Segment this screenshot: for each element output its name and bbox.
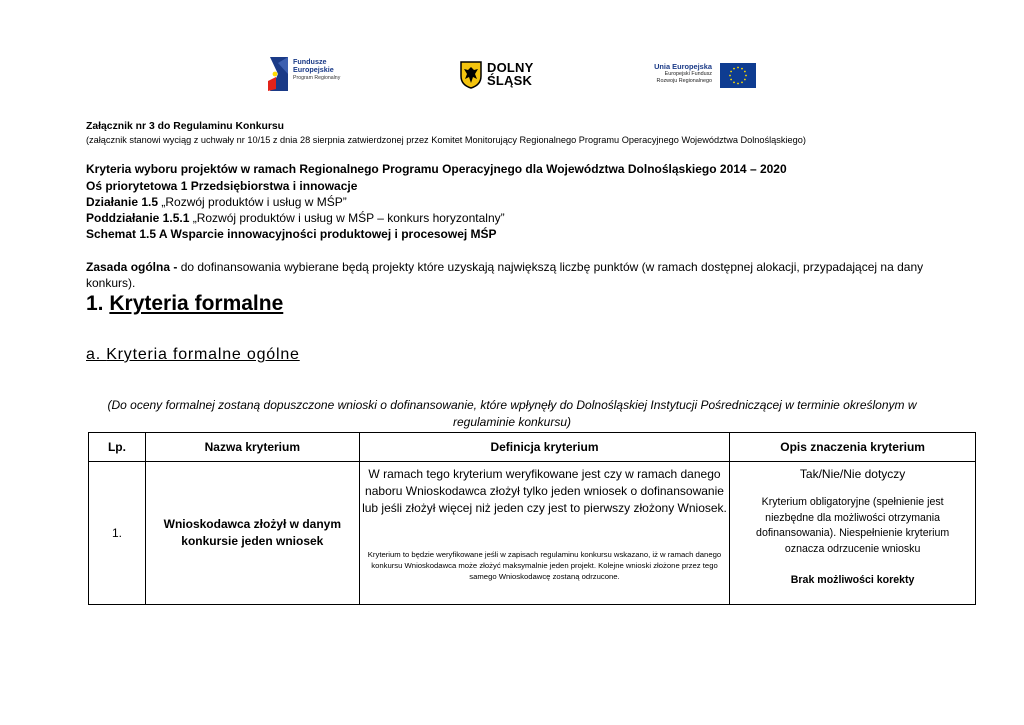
- header-definition: Definicja kryterium: [359, 433, 730, 462]
- fe-line2: Europejskie: [293, 65, 334, 74]
- subaction-text: „Rozwój produktów i usług w MŚP – konkurs horyzontalny”: [189, 211, 505, 225]
- document-title: Kryteria wyboru projektów w ramach Regionalnego Programu Operacyjnego dla Województwa Dolnośląskiego 2014 – 2020: [86, 162, 787, 176]
- correction-text: Brak możliwości korekty: [790, 574, 915, 586]
- subaction-line: [86, 211, 505, 225]
- unia-europejska-logo: [650, 62, 760, 90]
- dolny-slask-logo: [460, 60, 540, 92]
- fundusze-europejskie-logo: [268, 55, 358, 93]
- general-rule: [86, 259, 946, 291]
- eu-flag-icon: [720, 63, 756, 88]
- cell-criterion-name: Wnioskodawca złożył w danym konkursie jeden wniosek: [145, 462, 359, 605]
- rule-label: Zasada ogólna -: [86, 260, 178, 274]
- annex-note: (załącznik stanowi wyciąg z uchwały nr 10/15 z dnia 28 sierpnia zatwierdzonej przez Komitet Monitorujący Regionalnego Programu Operacyjnego Województwa Dolnośląskiego): [86, 135, 806, 145]
- ue-title: Unia Europejska: [654, 62, 712, 71]
- table-header-row: [89, 433, 976, 462]
- rule-text: do dofinansowania wybierane będą projekty które uzyskają największą liczbę punktów (w ramach dostępnej alokacji, przypadającej na dany konkurs).: [86, 260, 924, 290]
- header-name: Nazwa kryterium: [145, 433, 359, 462]
- subsection-letter: a.: [86, 346, 107, 363]
- priority-axis: Oś priorytetowa 1 Przedsiębiorstwa i innowacje: [86, 179, 358, 193]
- definition-text: W ramach tego kryterium weryfikowane jest czy w ramach danego naboru Wnioskodawca złożył tylko jeden wniosek o dofinansowanie lub jeśli złożył więcej niż jeden czy jest to pierwszy złożony Wniosek.: [362, 467, 727, 515]
- eligibility-note: (Do oceny formalnej zostaną dopuszczone wnioski o dofinansowanie, które wpłynęły do Dolnośląskiej Instytucji Pośredniczącej w terminie określonym w regulaminie konkursu): [107, 398, 917, 429]
- section-heading-1: [86, 292, 283, 316]
- subsection-title: Kryteria formalne ogólne: [106, 346, 300, 363]
- cell-definition: [359, 462, 730, 605]
- subaction-label: Poddziałanie 1.5.1: [86, 211, 190, 225]
- scheme-line: Schemat 1.5 A Wsparcie innowacyjności produktowej i procesowej MŚP: [86, 227, 497, 241]
- ue-sub1: Europejski Fundusz: [664, 71, 712, 77]
- action-text: „Rozwój produktów i usług w MŚP”: [158, 195, 347, 209]
- meaning-text: Kryterium obligatoryjne (spełnienie jest niezbędne dla możliwości otrzymania dofinansowania). Niespełnienie kryterium oznacza odrzucenie wniosku: [756, 496, 950, 555]
- annex-title: Załącznik nr 3 do Regulaminu Konkursu: [86, 121, 285, 132]
- fe-line3: Program Regionalny: [293, 75, 341, 81]
- action-label: Działanie 1.5: [86, 195, 159, 209]
- table-row: [89, 462, 976, 605]
- fe-flag-icon: [268, 57, 288, 91]
- cell-lp: 1.: [89, 462, 146, 605]
- cell-meaning: [730, 462, 976, 605]
- definition-note: Kryterium to będzie weryfikowane jeśli w zapisach regulaminu konkursu wskazano, iż w ramach danego konkursu Wnioskodawca może złożyć maksymalnie jeden projekt. Kolejne wnioski złożone przez tego samego Wnioskodawcę zostaną odrzucone.: [367, 550, 722, 581]
- fe-line1: Fundusze: [293, 57, 327, 66]
- ds-line1: DOLNY: [487, 60, 534, 75]
- subsection-heading-a: [86, 346, 300, 364]
- header-lp: Lp.: [89, 433, 146, 462]
- ds-line2: ŚLĄSK: [487, 73, 533, 88]
- criteria-table: [88, 432, 976, 605]
- eagle-shield-icon: [460, 61, 482, 89]
- header-meaning: Opis znaczenia kryterium: [730, 433, 976, 462]
- scale-text: Tak/Nie/Nie dotyczy: [799, 467, 906, 481]
- ue-sub2: Rozwoju Regionalnego: [656, 77, 712, 84]
- section-title: Kryteria formalne: [109, 292, 284, 315]
- action-line: [86, 195, 347, 209]
- section-number: 1.: [86, 292, 110, 315]
